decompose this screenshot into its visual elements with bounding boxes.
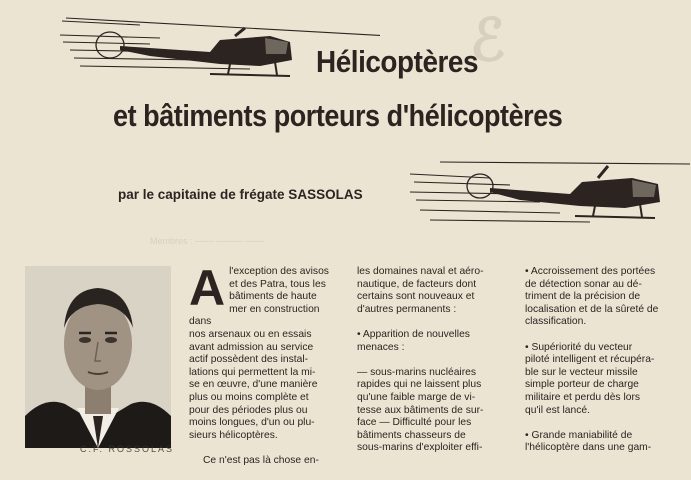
bleed-through: Membres : ─── ──── ─── (150, 236, 264, 246)
paragraph: l'exception des avisos et des Patra, tous les bâtiments de haute mer en construction dans nos arsenaux ou en essais avant admission au service actif possèdent des instal- lations qui permettent la mi- se en œuvre, d'une manière plus ou moins complète et pour des périodes plus ou moins longues, d'un ou plu- sieurs hélicoptères. (189, 266, 329, 441)
paragraph: Ce n'est pas là chose en- (203, 454, 319, 466)
paragraph: les domaines naval et aéro- nautique, de facteurs dont certains sont nouveaux et d'autres permanents : (357, 266, 484, 315)
photo-caption: C.F. ROSSOLAS (80, 444, 175, 454)
paragraph: • Apparition de nouvelles menaces : (357, 328, 470, 353)
article-column-3 (525, 266, 683, 468)
article-column-2 (357, 266, 509, 468)
article-title-line2: et bâtiments porteurs d'hélicoptères (113, 98, 563, 133)
paragraph: — sous-marins nucléaires rapides qui ne laissent plus qu'une faible marge de vi- tesse aux bâtiments de sur- face — Difficulté pour les bâtiments chasseurs de sous-marins d'exploiter effi- (357, 366, 484, 454)
paragraph: • Grande maniabilité de l'hélicoptère dans une gam- (525, 429, 652, 454)
article-title-line1: Hélicoptères (316, 44, 479, 79)
author-byline: par le capitaine de frégate SASSOLAS (118, 187, 363, 202)
article-column-1 (189, 260, 342, 480)
portrait-photo (25, 266, 171, 448)
helicopter-illustration-right (410, 158, 690, 228)
author-portrait-photo (25, 266, 171, 448)
paragraph: • Accroissement des portées de détection sonar au dé- triment de la précision de localisation et de la sûreté de classification. (525, 266, 659, 328)
paragraph: • Supériorité du vecteur piloté intelligent et récupéra- ble sur le vecteur missile simple porteur de charge militaire et perdu dès lors qu'il est lancé. (525, 341, 655, 416)
bleed-through: ℰ (470, 8, 506, 73)
drop-cap: A (189, 260, 226, 316)
